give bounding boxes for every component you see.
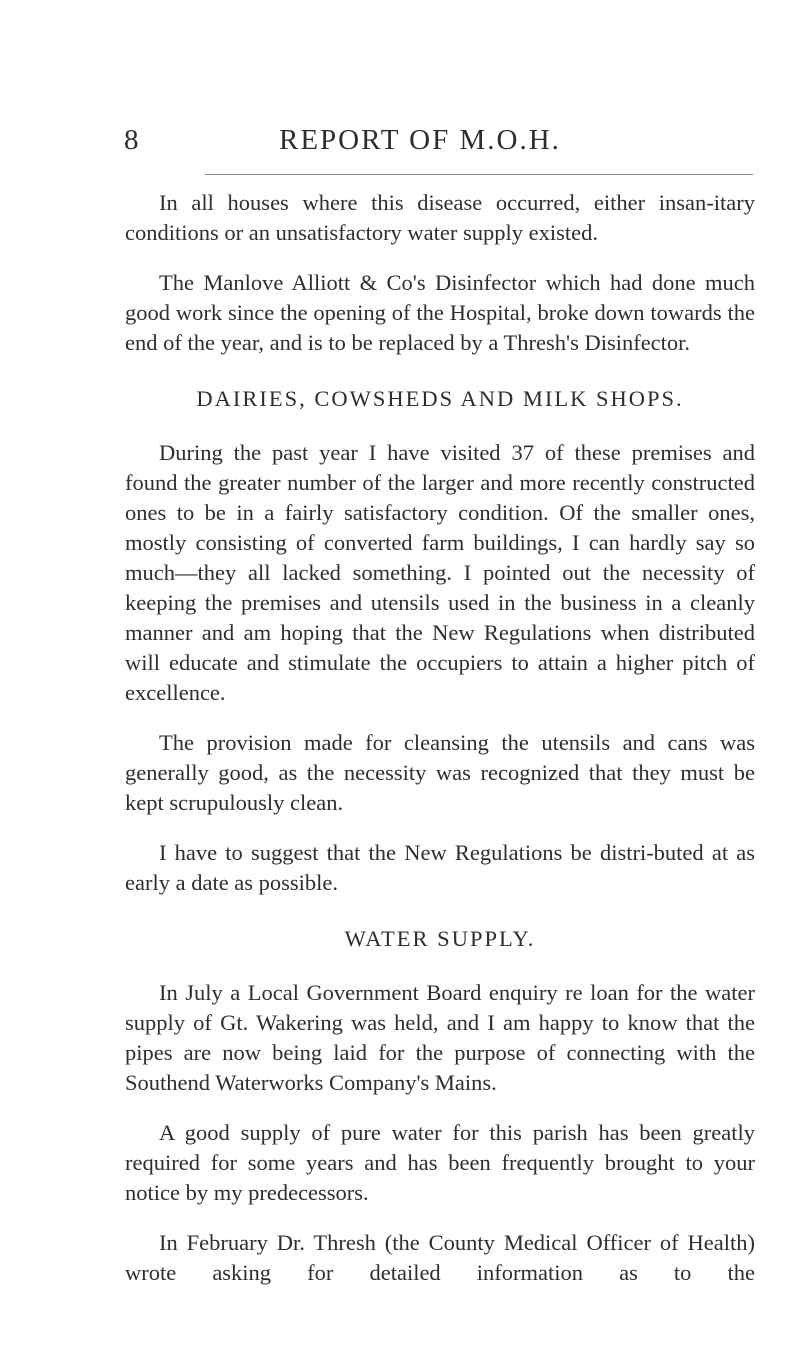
paragraph-disease-conditions: In all houses where this disease occurred, either insan-itary conditions or an unsatisfactory water supply existed. bbox=[125, 190, 755, 245]
page-number: 8 bbox=[124, 124, 140, 156]
paragraph-cleansing-provision: The provision made for cleansing the utensils and cans was generally good, as the necessity was recognized that they must be kept scrupulously clean. bbox=[125, 730, 755, 815]
paragraph-premises-visited: During the past year I have visited 37 of these premises and found the greater number of the larger and more recently constructed ones to be in a fairly satisfactory condition. Of the smaller ones, mostly consisting of converted farm buildings, I can hardly say so much—they all lacked something. I pointed out the necessity of keeping the premises and utensils used in the business in a cleanly manner and am hoping that the New Regulations when distributed will educate and stimulate the occupiers to attain a higher pitch of excellence. bbox=[125, 440, 755, 705]
header-rule bbox=[205, 174, 753, 175]
section-heading-water-supply: WATER SUPPLY. bbox=[344, 926, 536, 951]
page-header bbox=[0, 124, 800, 164]
paragraph-regulations-suggestion: I have to suggest that the New Regulations be distri-buted at as early a date as possible. bbox=[125, 840, 755, 895]
paragraph-pure-water: A good supply of pure water for this parish has been greatly required for some years and has been frequently brought to your notice by my predecessors. bbox=[125, 1120, 755, 1205]
running-title: REPORT OF M.O.H. bbox=[279, 124, 561, 156]
section-heading-dairies: DAIRIES, COWSHEDS AND MILK SHOPS. bbox=[196, 386, 684, 411]
paragraph-water-enquiry: In July a Local Government Board enquiry re loan for the water supply of Gt. Wakering was held, and I am happy to know that the pipes are now being laid for the purpose of connecting with the Southend Waterworks Company's Mains. bbox=[125, 980, 755, 1095]
paragraph-disinfector: The Manlove Alliott & Co's Disinfector which had done much good work since the opening of the Hospital, broke down towards the end of the year, and is to be replaced by a Thresh's Disinfector. bbox=[125, 270, 755, 355]
paragraph-dr-thresh: In February Dr. Thresh (the County Medical Officer of Health) wrote asking for detailed information as to the bbox=[125, 1230, 755, 1285]
body-text bbox=[125, 188, 755, 1288]
